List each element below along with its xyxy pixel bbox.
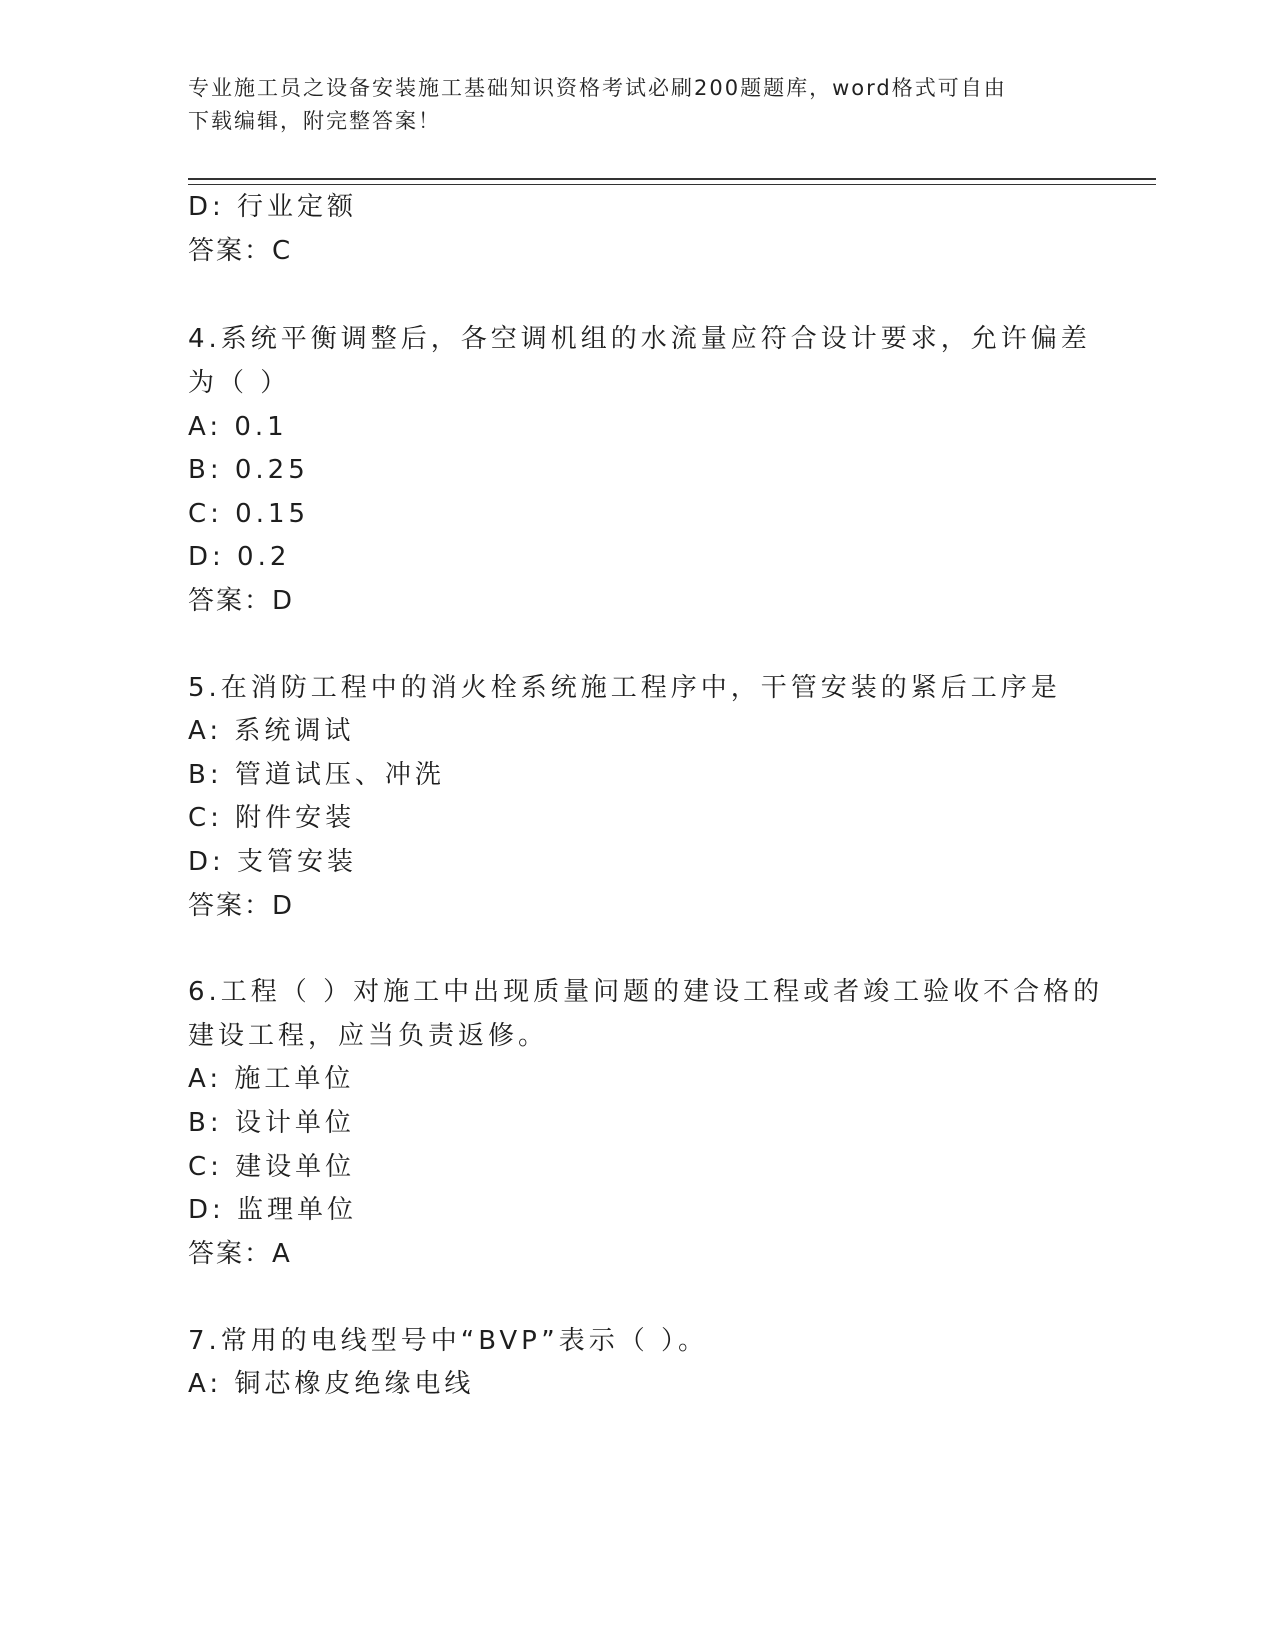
- q4-option-c: C: 0.15: [188, 499, 310, 529]
- q5-answer: [188, 889, 293, 923]
- q6-answer: [188, 1237, 291, 1271]
- header-divider-thin: [188, 184, 1156, 185]
- q4-stem-line-2: 为（ ）: [188, 368, 291, 398]
- q6-option-c: C: 建设单位: [188, 1152, 356, 1182]
- q3-answer: [188, 234, 291, 268]
- q3-option-d: D: 行业定额: [188, 192, 358, 222]
- answer-value: D: [272, 586, 294, 616]
- answer-label: 答案：: [188, 891, 273, 921]
- q4-option-d: D: 0.2: [188, 542, 291, 572]
- q4-option-b: B: 0.25: [188, 455, 309, 485]
- q6-stem-line-1: 6.工程（ ）对施工中出现质量问题的建设工程或者竣工验收不合格的: [188, 977, 1104, 1007]
- q5-option-c: C: 附件安装: [188, 803, 356, 833]
- q7-option-a: A: 铜芯橡皮绝缘电线: [188, 1369, 475, 1399]
- q5-stem-line-1: 5.在消防工程中的消火栓系统施工程序中，干管安装的紧后工序是: [188, 673, 1061, 703]
- answer-value: C: [272, 236, 292, 266]
- answer-value: A: [272, 1239, 291, 1269]
- document-header: [188, 72, 1088, 138]
- q4-option-a: A: 0.1: [188, 412, 288, 442]
- q5-option-d: D: 支管安装: [188, 847, 358, 877]
- q6-stem-line-2: 建设工程，应当负责返修。: [188, 1021, 549, 1051]
- answer-label: 答案：: [188, 236, 273, 266]
- header-line-1: 专业施工员之设备安装施工基础知识资格考试必刷200题题库，word格式可自由: [188, 76, 1007, 100]
- q7-stem-line-1: 7.常用的电线型号中“BVP”表示（ ）。: [188, 1326, 708, 1356]
- header-line-2: 下载编辑，附完整答案！: [188, 109, 441, 133]
- q4-answer: [188, 584, 293, 618]
- q4-stem-line-1: 4.系统平衡调整后，各空调机组的水流量应符合设计要求，允许偏差: [188, 324, 1091, 354]
- answer-value: D: [272, 891, 294, 921]
- q5-option-a: A: 系统调试: [188, 716, 355, 746]
- q6-option-d: D: 监理单位: [188, 1195, 358, 1225]
- answer-label: 答案：: [188, 1239, 273, 1269]
- header-divider: [188, 178, 1156, 180]
- q6-option-a: A: 施工单位: [188, 1064, 355, 1094]
- q6-option-b: B: 设计单位: [188, 1108, 355, 1138]
- q5-option-b: B: 管道试压、冲洗: [188, 760, 445, 790]
- answer-label: 答案：: [188, 586, 273, 616]
